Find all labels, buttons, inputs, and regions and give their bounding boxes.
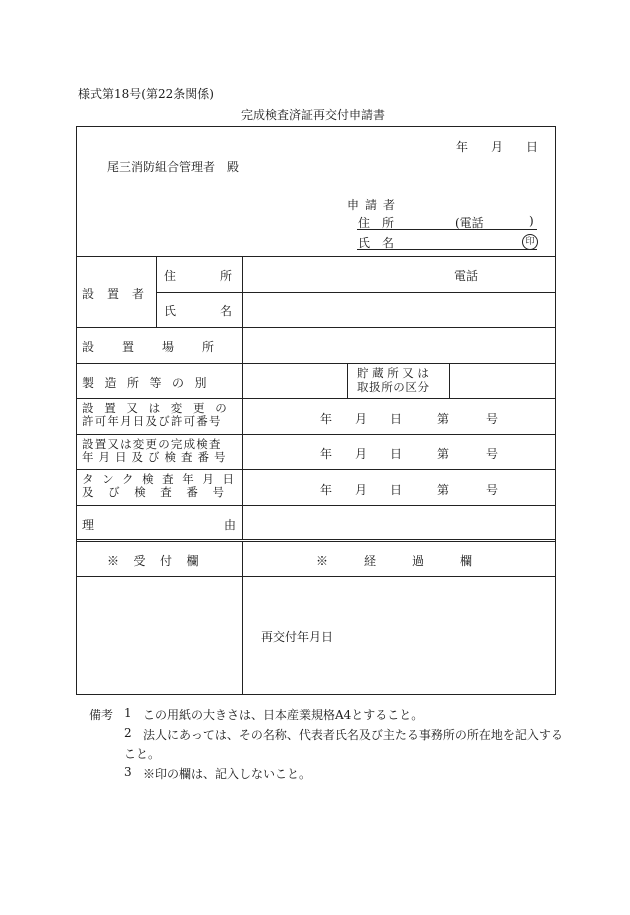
tank-no: 第 bbox=[437, 483, 450, 497]
permit-number-suffix: 号 bbox=[486, 412, 499, 426]
rule-double bbox=[76, 539, 556, 542]
permit-no: 第 bbox=[437, 412, 450, 426]
completion-day: 日 bbox=[390, 447, 403, 461]
completion-label bbox=[82, 438, 231, 464]
tank-day: 日 bbox=[390, 483, 403, 497]
permit-label-line2: 許可年月日及び許可番号 bbox=[82, 414, 222, 428]
rule-vertical bbox=[449, 363, 450, 398]
reissue-date-label: 再交付年月日 bbox=[261, 630, 334, 644]
completion-month: 月 bbox=[355, 447, 368, 461]
rule bbox=[76, 434, 556, 435]
progress-header: ※経過欄 bbox=[316, 554, 509, 568]
document-title: 完成検査済証再交付申請書 bbox=[241, 108, 386, 122]
completion-year: 年 bbox=[320, 447, 333, 461]
installer-name-label: 氏名 bbox=[164, 304, 277, 318]
applicant-address-label: 住所 bbox=[358, 216, 407, 230]
permit-year: 年 bbox=[320, 412, 333, 426]
storage-type-line2: 取扱所の区分 bbox=[357, 380, 430, 394]
rule bbox=[76, 398, 556, 399]
tank-month: 月 bbox=[355, 483, 368, 497]
completion-no: 第 bbox=[437, 447, 450, 461]
applicant-heading-text: 申請者 bbox=[347, 198, 402, 212]
notes-heading: 備考 bbox=[89, 708, 114, 722]
reason-label: 理由 bbox=[82, 518, 367, 532]
note-1-number: 1 bbox=[124, 706, 132, 720]
note-3-number: 3 bbox=[124, 765, 132, 779]
applicant-heading bbox=[347, 196, 402, 213]
storage-type-label bbox=[357, 366, 433, 394]
permit-label bbox=[82, 402, 237, 428]
note-1-text: この用紙の大きさは、日本産業規格A4とすること。 bbox=[143, 708, 424, 722]
completion-label-line1: 設置又は変更の完成検査 bbox=[82, 437, 222, 451]
note-2-continuation: こと。 bbox=[124, 747, 161, 761]
rule bbox=[76, 576, 556, 577]
installer-phone-label: 電話 bbox=[454, 269, 479, 283]
applicant-phone-label: (電話 bbox=[455, 216, 484, 230]
rule-vertical bbox=[347, 363, 348, 398]
form-number: 様式第18号(第22条関係) bbox=[78, 87, 214, 101]
date-month: 月 bbox=[491, 140, 504, 154]
facility-type-label: 製造所等の別 bbox=[82, 376, 218, 390]
note-2-number: 2 bbox=[124, 726, 132, 740]
rule bbox=[76, 256, 556, 257]
note-2-text: 法人にあっては、その名称、代表者氏名及び主たる事務所の所在地を記入する bbox=[143, 728, 563, 742]
location-label: 設置場所 bbox=[82, 340, 243, 354]
rule bbox=[76, 469, 556, 470]
tank-label-line1: タンク検査年月日 bbox=[82, 472, 243, 486]
applicant-name-label: 氏名 bbox=[358, 236, 407, 250]
date-day: 日 bbox=[526, 140, 539, 154]
tank-year: 年 bbox=[320, 483, 333, 497]
completion-number-suffix: 号 bbox=[486, 447, 499, 461]
rule bbox=[76, 327, 556, 328]
rule-vertical bbox=[242, 542, 243, 695]
permit-month: 月 bbox=[355, 412, 368, 426]
completion-label-line2: 年月日及び検査番号 bbox=[82, 450, 231, 464]
installer-label: 設置者 bbox=[82, 287, 158, 301]
installer-address-label: 住所 bbox=[164, 269, 277, 283]
storage-type-line1: 貯蔵所又は bbox=[357, 366, 433, 380]
tank-number-suffix: 号 bbox=[486, 483, 499, 497]
permit-day: 日 bbox=[390, 412, 403, 426]
addressee: 尾三消防組合管理者 殿 bbox=[107, 160, 240, 174]
note-3-text: ※印の欄は、記入しないこと。 bbox=[143, 767, 312, 781]
rule bbox=[76, 505, 556, 506]
reception-header: ※受付欄 bbox=[107, 554, 214, 568]
applicant-phone-close: ) bbox=[529, 214, 534, 228]
date-year: 年 bbox=[456, 140, 469, 154]
rule bbox=[76, 363, 556, 364]
tank-label-line2: 及び検査番号 bbox=[82, 485, 239, 499]
rule bbox=[156, 292, 556, 293]
permit-label-line1: 設置又は変更の bbox=[82, 401, 238, 415]
seal-mark: 印 bbox=[522, 234, 538, 250]
tank-label bbox=[82, 473, 243, 499]
